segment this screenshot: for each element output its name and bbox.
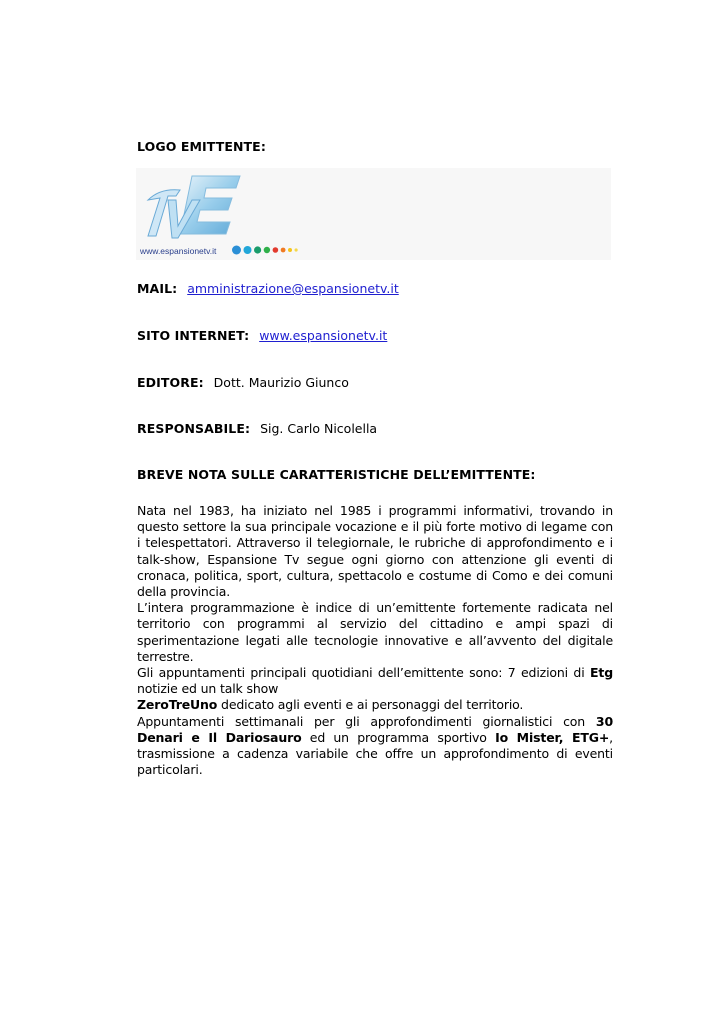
note-paragraph-2: L’intera programmazione è indice di un’emittente fortemente radicata nel territorio con programmi al servizio del cittadino e ampi spazi di sperimentazione legati alle tecnologie innovative e all’avvento del digitale terrestre.	[137, 600, 613, 664]
p3-bold-etg: Etg	[589, 665, 613, 681]
editor-value: Dott. Maurizio Giunco	[213, 375, 349, 390]
note-paragraph-1: Nata nel 1983, ha iniziato nel 1985 i programmi informativi, trovando in questo settore la sua principale vocazione e il più forte motivo di legame con i telespettatori. Attraverso il telegiornale, le rubriche di approfondimento e i talk-show, Espansione Tv segue ogni giorno con attenzione gli eventi di cronaca, politica, sport, cultura, spettacolo e costume di Como e dei comuni della provincia.	[137, 503, 613, 600]
note-paragraph-3	[137, 665, 613, 697]
editor-row	[137, 375, 349, 390]
logo-dot	[254, 246, 261, 253]
note-paragraph-5	[137, 714, 613, 779]
tve-logo-mark	[140, 170, 300, 250]
site-label: SITO INTERNET:	[137, 328, 250, 343]
responsible-value: Sig. Carlo Nicolella	[260, 421, 378, 436]
responsible-row	[137, 421, 377, 436]
note-heading: BREVE NOTA SULLE CARATTERISTICHE DELL’EMITTENTE:	[137, 467, 536, 482]
logo-dot	[273, 247, 279, 253]
logo-dot	[288, 248, 292, 252]
logo-section-label: LOGO EMITTENTE:	[137, 139, 266, 154]
logo-color-dots	[228, 245, 298, 255]
editor-label: EDITORE:	[137, 375, 204, 390]
logo-dot	[281, 248, 286, 253]
site-link[interactable]: www.espansionetv.it	[259, 328, 388, 343]
note-paragraph-4	[137, 697, 613, 713]
logo-dot	[244, 246, 252, 254]
site-row	[137, 328, 387, 343]
p3-text-c: notizie ed un talk show	[137, 681, 279, 697]
mail-label: MAIL:	[137, 281, 178, 296]
p5-bold-sport: Io Mister, ETG+	[495, 729, 610, 745]
p4-bold-zerotreuno: ZeroTreUno	[137, 697, 218, 713]
logo-dot	[264, 247, 270, 253]
station-logo	[136, 168, 611, 260]
logo-dot	[232, 246, 241, 255]
mail-row	[137, 281, 399, 296]
p5-text-a: Appuntamenti settimanali per gli approfondimenti giornalistici con	[137, 713, 596, 729]
note-body	[137, 503, 613, 778]
p3-text-a: Gli appuntamenti principali quotidiani dell’emittente sono: 7 edizioni di	[137, 665, 590, 681]
responsible-label: RESPONSABILE:	[137, 421, 251, 436]
logo-url-text: www.espansionetv.it	[140, 246, 217, 256]
p5-bold-programs: 30 Denari e Il Dariosauro	[137, 713, 613, 745]
p4-text-b: dedicato agli eventi e ai personaggi del territorio.	[217, 697, 524, 713]
mail-link[interactable]: amministrazione@espansionetv.it	[187, 281, 399, 296]
logo-dot	[295, 248, 298, 251]
p5-text-c: ed un programma sportivo	[301, 729, 496, 745]
p5-text-e: , trasmissione a cadenza variabile che offre un approfondimento di eventi particolari.	[137, 729, 613, 778]
